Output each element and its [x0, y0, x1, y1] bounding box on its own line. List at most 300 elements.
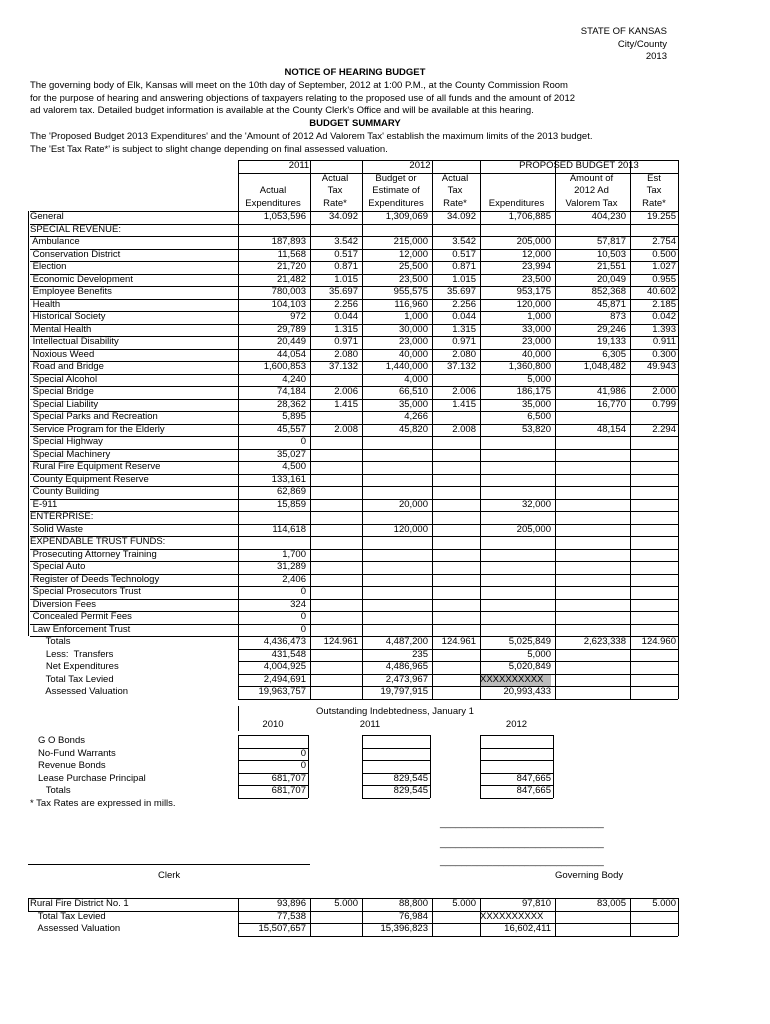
clerk-signature-line — [28, 864, 310, 865]
budget-summary-heading: BUDGET SUMMARY — [309, 118, 401, 129]
cell-value: 4,487,200 — [385, 636, 428, 647]
column-header: Rate* — [642, 197, 666, 209]
label-column-rule — [28, 211, 29, 636]
cell-value: 1,440,000 — [385, 361, 428, 372]
cell-value: XXXXXXXXXX — [480, 674, 551, 687]
cell-value: 23,500 — [398, 273, 428, 285]
cell-value: 45,557 — [276, 423, 306, 435]
column-header: Actual — [259, 185, 287, 196]
cell-value: 124.961 — [323, 636, 358, 647]
cell-value: 19,797,915 — [380, 686, 428, 697]
cell-value: 1,360,800 — [508, 361, 551, 372]
fire-cell-value: 5.000 — [452, 898, 476, 909]
debt-row-rule — [238, 735, 308, 736]
cell-value: 4,486,965 — [385, 661, 428, 672]
cell-value: 0.042 — [652, 311, 676, 322]
row-rule — [238, 661, 678, 662]
summary-paragraph — [30, 131, 592, 156]
row-rule — [30, 499, 678, 500]
debt-row-rule — [238, 748, 308, 749]
fire-cell-value: 88,800 — [398, 898, 428, 909]
cell-value: 235 — [412, 648, 428, 660]
debt-column-rule — [430, 735, 431, 798]
column-rule — [480, 160, 481, 699]
row-label: Conservation District — [30, 248, 121, 260]
cell-value: 40,000 — [521, 348, 551, 360]
fire-row-rule — [28, 898, 678, 899]
row-rule — [30, 599, 678, 600]
cell-value: 21,551 — [596, 261, 626, 272]
row-label: Rural Fire Equipment Reserve — [30, 461, 161, 472]
cell-value: 1.015 — [334, 273, 358, 285]
column-header: Valorem Tax — [565, 197, 618, 209]
indebtedness-year: 2010 — [262, 718, 284, 730]
row-label: Election — [30, 261, 67, 272]
debt-row-rule — [480, 773, 553, 774]
cell-value: 133,161 — [271, 473, 306, 485]
fire-column-rule — [432, 898, 433, 936]
row-rule — [30, 299, 678, 300]
debt-cell-value: 829,545 — [393, 785, 428, 796]
row-label: Special Alcohol — [30, 373, 98, 385]
debt-column-rule — [308, 735, 309, 798]
debt-row-rule — [362, 735, 430, 736]
debt-row-rule — [480, 798, 553, 799]
fire-row-rule — [28, 911, 678, 912]
row-label: Special Machinery — [30, 448, 111, 460]
clerk-label: Clerk — [158, 870, 181, 881]
indebtedness-title: Outstanding Indebtedness, January 1 — [316, 706, 474, 717]
cell-value: 2,494,691 — [263, 673, 306, 685]
cell-value: 0.517 — [334, 248, 358, 260]
cell-value: 1.415 — [334, 398, 358, 410]
row-label: Special Bridge — [30, 386, 94, 397]
debt-row-rule — [362, 785, 430, 786]
cell-value: 0.911 — [652, 336, 676, 347]
column-header: Estimate of — [372, 185, 420, 196]
row-rule — [30, 486, 678, 487]
cell-value: 2.256 — [452, 298, 476, 310]
column-rule — [678, 160, 679, 699]
cell-value: 57,817 — [596, 236, 626, 247]
row-label: Intellectual Disability — [30, 336, 119, 347]
fire-cell-value: 83,005 — [596, 898, 626, 909]
cell-value: 12,000 — [398, 248, 428, 260]
cell-value: 19,133 — [596, 336, 626, 347]
debt-cell-value: 681,707 — [271, 772, 306, 784]
row-rule — [30, 349, 678, 350]
row-rule — [30, 436, 678, 437]
cell-value: 4,500 — [282, 461, 306, 472]
row-rule — [30, 361, 678, 362]
cell-value: 2.008 — [334, 423, 358, 435]
fire-column-rule — [238, 898, 239, 936]
cell-value: 124.960 — [641, 636, 676, 647]
cell-value: 124.961 — [441, 636, 476, 647]
fire-cell-value: 97,810 — [521, 898, 551, 909]
cell-value: 1.315 — [334, 323, 358, 335]
column-header: Actual — [321, 172, 349, 184]
cell-value: 955,575 — [393, 286, 428, 297]
cell-value: 1.015 — [452, 273, 476, 285]
fire-row-rule — [238, 936, 678, 937]
row-label: E-911 — [30, 498, 58, 510]
cell-value: 0 — [300, 623, 306, 635]
debt-row-label: No-Fund Warrants — [38, 747, 116, 759]
column-rule — [238, 706, 239, 731]
fire-cell-value: 5.000 — [652, 898, 676, 909]
cell-value: 1,309,069 — [385, 211, 428, 222]
row-rule — [30, 574, 678, 575]
fire-row-rule — [238, 923, 678, 924]
debt-row-label: Totals — [38, 785, 71, 796]
cell-value: 0.971 — [334, 336, 358, 347]
debt-row-rule — [362, 748, 430, 749]
column-header: Est — [647, 172, 661, 184]
cell-value: 12,000 — [521, 248, 551, 260]
column-header: Tax — [646, 185, 662, 196]
cell-value: 20,993,433 — [503, 686, 551, 697]
row-rule — [238, 686, 678, 687]
fire-cell-value: 15,396,823 — [380, 923, 428, 934]
row-rule — [30, 449, 678, 450]
fire-column-rule — [678, 898, 679, 936]
footnote: * Tax Rates are expressed in mills. — [30, 798, 176, 809]
row-label: County Equipment Reserve — [30, 473, 149, 485]
fire-row-label: Total Tax Levied — [30, 910, 106, 922]
cell-value: 35,000 — [521, 398, 551, 410]
fire-cell-value: XXXXXXXXXX — [480, 910, 544, 922]
column-rule — [432, 160, 433, 699]
cell-value: 873 — [610, 311, 626, 322]
cell-value: 0.871 — [334, 261, 358, 272]
cell-value: 404,230 — [591, 211, 626, 222]
cell-value: 37.132 — [328, 361, 358, 372]
row-rule — [30, 611, 678, 612]
row-label: Assessed Valuation — [30, 686, 129, 697]
row-rule — [30, 511, 678, 512]
cell-value: 0 — [300, 436, 306, 447]
summary-line: The 'Est Tax Rate*' is subject to slight change depending on final assessed valuation. — [30, 143, 388, 155]
cell-value: 6,305 — [602, 348, 626, 360]
notice-title: NOTICE OF HEARING BUDGET — [284, 67, 426, 78]
cell-value: 21,720 — [276, 261, 306, 272]
cell-value: 23,994 — [521, 261, 551, 272]
column-header: Tax — [327, 185, 343, 196]
cell-value: 35.697 — [328, 286, 358, 297]
cell-value: 53,820 — [521, 423, 551, 435]
cell-value: 116,960 — [394, 298, 428, 310]
cell-value: 1,000 — [404, 311, 428, 322]
cell-value: 32,000 — [521, 498, 551, 510]
cell-value: 29,246 — [596, 323, 626, 335]
cell-value: 2.754 — [652, 236, 676, 247]
cell-value: 35,000 — [398, 398, 428, 410]
cell-value: 20,049 — [596, 273, 626, 285]
budget-year: 2013 — [645, 51, 667, 62]
row-rule — [30, 549, 678, 550]
row-label: Total Tax Levied — [30, 673, 114, 685]
cell-value: 215,000 — [393, 236, 428, 247]
row-rule — [30, 411, 678, 412]
cell-value: 0.044 — [452, 311, 476, 322]
debt-row-label: Revenue Bonds — [38, 760, 106, 771]
cell-value: 25,500 — [398, 261, 428, 272]
cell-value: 20,000 — [398, 498, 428, 510]
row-rule — [30, 211, 678, 212]
cell-value: 45,820 — [398, 423, 428, 435]
cell-value: 0.300 — [652, 348, 676, 360]
row-rule — [30, 324, 678, 325]
row-rule — [30, 586, 678, 587]
column-header: Rate* — [323, 197, 347, 209]
row-rule — [30, 386, 678, 387]
cell-value: 62,869 — [276, 486, 306, 497]
group-header-rule — [238, 173, 678, 174]
row-rule — [30, 236, 678, 237]
state-name: STATE OF KANSAS — [580, 26, 667, 37]
cell-value: 2,406 — [282, 573, 306, 585]
cell-value: 780,003 — [271, 286, 306, 297]
intro-line: for the purpose of hearing and answering objections of taxpayers relating to the proposed use of all funds and the amount of 2012 — [30, 92, 576, 104]
row-label: Solid Waste — [30, 523, 83, 535]
debt-row-rule — [480, 735, 553, 736]
indebtedness-year: 2011 — [359, 718, 381, 730]
debt-row-rule — [238, 760, 308, 761]
cell-value: 1,700 — [282, 548, 306, 560]
row-label: Totals — [30, 636, 71, 647]
cell-value: 431,548 — [271, 648, 306, 660]
column-header: Expenditures — [245, 197, 301, 209]
row-label: Mental Health — [30, 323, 92, 335]
cell-value: 23,000 — [521, 336, 551, 347]
cell-value: 2.294 — [652, 423, 676, 435]
cell-value: 49.943 — [646, 361, 676, 372]
fire-cell-value: 93,896 — [276, 898, 306, 909]
row-label: Service Program for the Elderly — [30, 423, 165, 435]
debt-cell-value: 847,665 — [516, 785, 551, 796]
cell-value: 1,706,885 — [508, 211, 551, 222]
debt-row-rule — [362, 760, 430, 761]
cell-value: 48,154 — [596, 423, 626, 435]
row-rule — [30, 624, 678, 625]
cell-value: 0.971 — [452, 336, 476, 347]
fire-column-rule — [310, 898, 311, 936]
cell-value: 324 — [290, 598, 306, 610]
cell-value: 186,175 — [516, 386, 551, 397]
cell-value: 187,893 — [271, 236, 306, 247]
cell-value: 5,020,849 — [508, 661, 551, 672]
row-label: General — [30, 211, 64, 222]
row-label: Special Parks and Recreation — [30, 411, 158, 422]
cell-value: 0.500 — [652, 248, 676, 260]
cell-value: 40.602 — [646, 286, 676, 297]
column-rule — [310, 160, 311, 699]
cell-value: 44,054 — [276, 348, 306, 360]
column-group-header: 2011 — [288, 160, 310, 171]
row-rule — [30, 274, 678, 275]
table-top-rule — [238, 160, 678, 161]
fire-cell-value: 77,538 — [276, 910, 306, 922]
cell-value: 5,000 — [527, 648, 551, 660]
fire-column-rule — [480, 898, 481, 936]
government-type: City/County — [617, 38, 667, 50]
cell-value: 0.799 — [652, 398, 676, 410]
cell-value: 29,789 — [276, 323, 306, 335]
intro-line: The governing body of Elk, Kansas will meet on the 10th day of September, 2012 at 1:00 P.M., at the County Commission Room — [30, 80, 568, 91]
state-header — [581, 26, 667, 64]
indebtedness-year: 2012 — [505, 718, 528, 730]
column-header: Expenditures — [488, 197, 545, 209]
row-label: Road and Bridge — [30, 361, 104, 372]
cell-value: 19.255 — [646, 211, 676, 222]
debt-column-rule — [553, 735, 554, 798]
cell-value: 6,500 — [527, 411, 551, 422]
row-rule — [30, 374, 678, 375]
debt-row-rule — [480, 760, 553, 761]
cell-value: 104,103 — [271, 298, 306, 310]
row-label: ENTERPRISE: — [30, 511, 94, 522]
summary-line: The 'Proposed Budget 2013 Expenditures' and the 'Amount of 2012 Ad Valorem Tax' establish the maximum limits of the 2013 budget. — [30, 131, 593, 142]
row-label: Special Highway — [30, 436, 103, 447]
fire-column-rule — [555, 898, 556, 936]
row-label: Diversion Fees — [30, 598, 96, 610]
cell-value: 5,000 — [527, 373, 551, 385]
debt-cell-value: 0 — [300, 747, 306, 759]
cell-value: 4,266 — [404, 411, 428, 422]
cell-value: 2.080 — [334, 348, 358, 360]
governing-body-label: Governing Body — [555, 870, 624, 881]
row-label: Special Liability — [30, 398, 99, 410]
row-rule — [30, 224, 678, 225]
cell-value: 20,449 — [276, 336, 306, 347]
row-rule — [30, 424, 678, 425]
cell-value: 40,000 — [398, 348, 428, 360]
cell-value: 852,368 — [591, 286, 626, 297]
row-rule — [238, 649, 678, 650]
row-label: SPECIAL REVENUE: — [30, 223, 121, 235]
cell-value: 35.697 — [446, 286, 476, 297]
cell-value: 21,482 — [276, 273, 306, 285]
debt-row-rule — [480, 748, 553, 749]
column-header: Amount of — [569, 172, 614, 184]
cell-value: 45,871 — [596, 298, 626, 310]
cell-value: 5,895 — [282, 411, 306, 422]
cell-value: 120,000 — [516, 298, 551, 310]
column-rule — [630, 160, 631, 699]
fire-cell-value: 5.000 — [334, 898, 358, 909]
cell-value: 2.008 — [452, 423, 476, 435]
debt-row-rule — [238, 785, 308, 786]
row-rule — [30, 311, 678, 312]
cell-value: 1,600,853 — [263, 361, 306, 372]
row-rule — [30, 286, 678, 287]
row-label: Law Enforcement Trust — [30, 623, 131, 635]
cell-value: 2.080 — [452, 348, 476, 360]
cell-value: 37.132 — [446, 361, 476, 372]
cell-value: 4,436,473 — [263, 636, 306, 647]
column-header: Rate* — [443, 197, 467, 209]
cell-value: 2.006 — [334, 386, 358, 397]
cell-value: 2.256 — [334, 298, 358, 310]
cell-value: 5,025,849 — [508, 636, 551, 647]
column-rule — [238, 160, 239, 699]
fire-column-rule — [362, 898, 363, 936]
cell-value: 1.415 — [452, 398, 476, 410]
debt-row-rule — [480, 785, 553, 786]
cell-value: 11,568 — [277, 248, 306, 260]
cell-value: 2.000 — [652, 386, 676, 397]
cell-value: 15,859 — [276, 498, 306, 510]
row-rule — [30, 524, 678, 525]
fire-row-label: Assessed Valuation — [30, 923, 121, 934]
row-label: Employee Benefits — [30, 286, 112, 297]
cell-value: 23,500 — [521, 273, 551, 285]
cell-value: 30,000 — [398, 323, 428, 335]
cell-value: 31,289 — [276, 561, 306, 572]
row-label: Economic Development — [30, 273, 133, 285]
cell-value: 0 — [300, 586, 306, 597]
row-rule — [238, 699, 678, 700]
cell-value: 4,240 — [282, 373, 306, 385]
cell-value: 4,004,925 — [263, 661, 306, 672]
cell-value: 0.044 — [334, 311, 358, 322]
row-rule — [30, 636, 678, 637]
cell-value: 35,027 — [276, 448, 306, 460]
row-label: EXPENDABLE TRUST FUNDS: — [30, 536, 166, 547]
debt-column-rule — [480, 735, 481, 798]
cell-value: 3.542 — [334, 236, 358, 247]
row-label: Noxious Weed — [30, 348, 95, 360]
debt-column-rule — [238, 735, 239, 798]
row-label: Less: Transfers — [30, 648, 114, 660]
fire-cell-value: 76,984 — [398, 910, 428, 922]
debt-row-rule — [362, 773, 430, 774]
row-rule — [30, 249, 678, 250]
signature-line: _______________________________ — [440, 856, 604, 867]
cell-value: 1.393 — [652, 323, 676, 335]
debt-row-rule — [238, 798, 308, 799]
fire-row-label: Rural Fire District No. 1 — [30, 898, 129, 909]
cell-value: 10,503 — [596, 248, 626, 260]
cell-value: 1,000 — [527, 311, 551, 322]
row-label: Historical Society — [30, 311, 106, 322]
debt-row-label: G O Bonds — [38, 735, 85, 746]
row-rule — [238, 674, 678, 675]
cell-value: 1.315 — [452, 323, 476, 335]
cell-value: 205,000 — [516, 236, 551, 247]
row-rule — [30, 461, 678, 462]
cell-value: 120,000 — [393, 523, 428, 535]
debt-cell-value: 829,545 — [393, 772, 428, 784]
column-rule — [362, 160, 363, 699]
fire-label-rule — [28, 898, 29, 911]
intro-line: ad valorem tax. Detailed budget information is available at the County Clerk's Office and will be available at this hearing. — [30, 105, 534, 116]
column-header: Expenditures — [368, 197, 424, 209]
row-label: Net Expenditures — [30, 661, 119, 672]
row-label: Concealed Permit Fees — [30, 611, 132, 622]
cell-value: 16,770 — [596, 398, 626, 410]
cell-value: 953,175 — [516, 286, 551, 297]
column-rule — [555, 160, 556, 699]
debt-row-rule — [362, 798, 430, 799]
cell-value: 1,053,596 — [263, 211, 306, 222]
row-rule — [30, 536, 678, 537]
cell-value: 33,000 — [521, 323, 551, 335]
debt-cell-value: 847,665 — [516, 772, 551, 784]
debt-row-rule — [238, 773, 308, 774]
cell-value: 28,362 — [276, 398, 306, 410]
